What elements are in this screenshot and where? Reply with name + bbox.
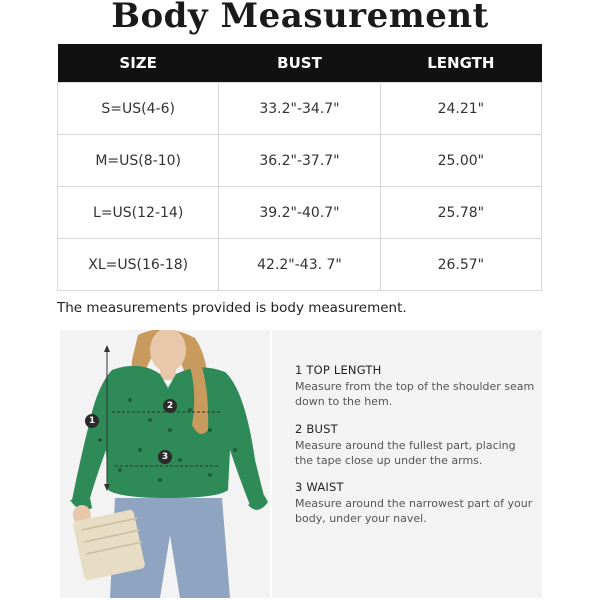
clutch-bag [72, 509, 145, 581]
neck-shape [160, 366, 176, 380]
measurement-note: The measurements provided is body measurement. [57, 300, 407, 316]
size-cell: M=US(8-10) [58, 135, 219, 187]
marker-waist: 3 [158, 450, 172, 464]
length-cell: 24.21" [380, 83, 541, 135]
guide-item-waist [295, 480, 535, 526]
length-cell: 26.57" [380, 239, 541, 291]
guide-item-top-length [295, 363, 535, 409]
bust-cell: 42.2"-43. 7" [219, 239, 380, 291]
size-cell: L=US(12-14) [58, 187, 219, 239]
guide-item-bust [295, 422, 535, 468]
guide-item-desc: Measure from the top of the shoulder seam down to the hem. [295, 380, 535, 408]
guide-item-title: 2 BUST [295, 422, 338, 436]
size-chart-table [57, 44, 542, 291]
blouse-shape [72, 366, 265, 505]
model-photo [60, 330, 270, 598]
guide-item-desc: Measure around the narrowest part of your body, under your navel. [295, 497, 533, 525]
bust-cell: 33.2"-34.7" [219, 83, 380, 135]
guide-item-desc: Measure around the fullest part, placing the tape close up under the arms. [295, 439, 516, 467]
header-size: SIZE [58, 44, 219, 83]
table-row [58, 135, 542, 187]
bust-cell: 39.2"-40.7" [219, 187, 380, 239]
model-illustration [60, 330, 270, 598]
length-cell: 25.00" [380, 135, 541, 187]
header-length: LENGTH [380, 44, 541, 83]
table-row [58, 83, 542, 135]
marker-top-length: 1 [85, 414, 99, 428]
table-header-row [58, 44, 542, 83]
marker-bust: 2 [163, 399, 177, 413]
guide-item-title: 1 TOP LENGTH [295, 363, 382, 377]
page-title: Body Measurement [111, 0, 489, 36]
measurement-guide [272, 330, 542, 598]
guide-item-title: 3 WAIST [295, 480, 344, 494]
size-cell: S=US(4-6) [58, 83, 219, 135]
header-bust: BUST [219, 44, 380, 83]
length-cell: 25.78" [380, 187, 541, 239]
table-row [58, 187, 542, 239]
size-cell: XL=US(16-18) [58, 239, 219, 291]
bust-cell: 36.2"-37.7" [219, 135, 380, 187]
face-shape [150, 330, 186, 372]
table-row [58, 239, 542, 291]
